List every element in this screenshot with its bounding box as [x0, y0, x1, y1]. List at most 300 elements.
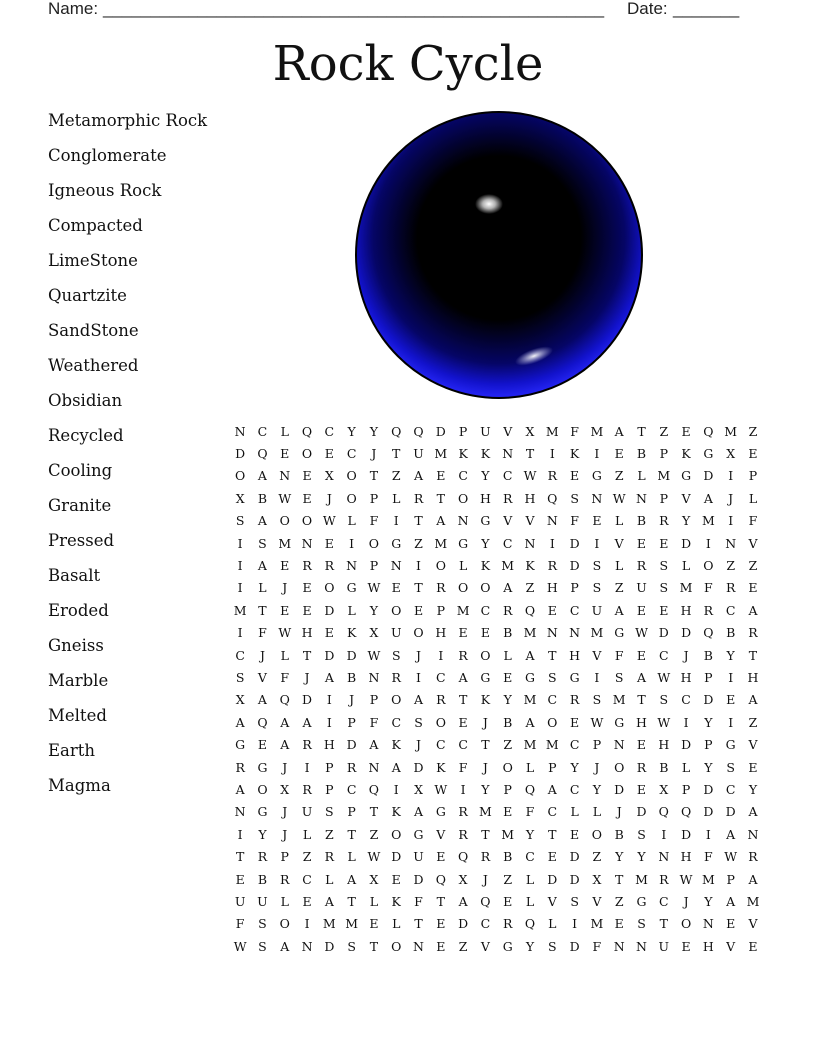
- grid-letter[interactable]: M: [479, 804, 492, 820]
- grid-letter[interactable]: K: [480, 558, 491, 574]
- grid-letter[interactable]: P: [570, 580, 579, 596]
- grid-letter[interactable]: F: [280, 669, 290, 685]
- grid-letter[interactable]: J: [259, 647, 265, 663]
- grid-letter[interactable]: V: [592, 647, 602, 663]
- grid-letter[interactable]: T: [347, 893, 356, 909]
- grid-letter[interactable]: L: [280, 423, 289, 439]
- grid-letter[interactable]: U: [301, 804, 313, 820]
- grid-letter[interactable]: Y: [704, 759, 713, 775]
- grid-letter[interactable]: O: [547, 714, 558, 730]
- grid-letter[interactable]: H: [546, 580, 558, 596]
- grid-letter[interactable]: Z: [659, 423, 669, 439]
- grid-letter[interactable]: M: [679, 580, 693, 596]
- grid-letter[interactable]: O: [279, 513, 290, 529]
- grid-letter[interactable]: C: [257, 423, 268, 439]
- grid-letter[interactable]: E: [280, 602, 290, 618]
- grid-letter[interactable]: Y: [748, 781, 758, 797]
- grid-letter[interactable]: M: [545, 423, 559, 439]
- grid-letter[interactable]: E: [302, 490, 312, 506]
- grid-letter[interactable]: K: [391, 893, 401, 909]
- grid-letter[interactable]: C: [302, 871, 312, 887]
- grid-letter[interactable]: P: [436, 602, 446, 618]
- grid-letter[interactable]: O: [413, 625, 424, 641]
- grid-letter[interactable]: R: [280, 871, 290, 887]
- grid-letter[interactable]: A: [748, 602, 758, 618]
- grid-letter[interactable]: L: [503, 647, 512, 663]
- grid-letter[interactable]: S: [614, 669, 624, 685]
- grid-letter[interactable]: F: [704, 849, 713, 865]
- grid-letter[interactable]: Y: [592, 781, 602, 797]
- grid-letter[interactable]: V: [547, 893, 557, 909]
- grid-letter[interactable]: Q: [524, 602, 536, 618]
- grid-letter[interactable]: O: [391, 602, 402, 618]
- grid-letter[interactable]: Q: [658, 804, 669, 820]
- grid-letter[interactable]: W: [367, 647, 381, 663]
- grid-letter[interactable]: D: [346, 737, 357, 753]
- grid-letter[interactable]: D: [413, 759, 424, 775]
- grid-letter[interactable]: N: [301, 535, 313, 551]
- grid-letter[interactable]: I: [393, 781, 399, 797]
- grid-letter[interactable]: B: [347, 669, 357, 685]
- grid-letter[interactable]: I: [594, 669, 600, 685]
- grid-letter[interactable]: R: [659, 513, 669, 529]
- grid-letter[interactable]: V: [592, 893, 602, 909]
- grid-letter[interactable]: W: [434, 781, 448, 797]
- grid-letter[interactable]: I: [237, 826, 243, 842]
- grid-letter[interactable]: M: [523, 625, 537, 641]
- grid-letter[interactable]: Q: [547, 490, 558, 506]
- grid-letter[interactable]: H: [747, 669, 759, 685]
- grid-letter[interactable]: Z: [726, 558, 736, 574]
- grid-letter[interactable]: O: [324, 580, 335, 596]
- grid-letter[interactable]: G: [591, 468, 602, 484]
- grid-letter[interactable]: O: [301, 513, 313, 529]
- grid-letter[interactable]: L: [280, 893, 289, 909]
- grid-letter[interactable]: I: [728, 513, 734, 529]
- grid-letter[interactable]: C: [681, 692, 691, 708]
- grid-letter[interactable]: M: [278, 535, 292, 551]
- grid-letter[interactable]: J: [282, 826, 288, 842]
- grid-letter[interactable]: I: [661, 826, 667, 842]
- grid-letter[interactable]: H: [479, 490, 491, 506]
- grid-letter[interactable]: M: [635, 871, 648, 887]
- grid-letter[interactable]: I: [728, 669, 734, 685]
- grid-letter[interactable]: F: [704, 580, 713, 596]
- grid-letter[interactable]: E: [257, 737, 267, 753]
- grid-letter[interactable]: C: [659, 893, 669, 909]
- grid-letter[interactable]: G: [235, 737, 246, 753]
- grid-letter[interactable]: R: [569, 692, 580, 708]
- grid-letter[interactable]: P: [548, 759, 557, 775]
- grid-letter[interactable]: S: [391, 647, 401, 663]
- grid-letter[interactable]: F: [458, 759, 468, 775]
- grid-letter[interactable]: S: [726, 759, 735, 775]
- grid-letter[interactable]: O: [301, 446, 313, 462]
- grid-letter[interactable]: C: [725, 602, 736, 618]
- grid-letter[interactable]: E: [681, 423, 691, 439]
- grid-letter[interactable]: N: [613, 737, 625, 753]
- grid-letter[interactable]: Y: [525, 938, 535, 954]
- grid-letter[interactable]: J: [371, 446, 377, 462]
- grid-letter[interactable]: I: [416, 669, 421, 685]
- grid-letter[interactable]: J: [482, 759, 488, 775]
- grid-letter[interactable]: C: [502, 535, 513, 551]
- grid-letter[interactable]: A: [636, 669, 646, 685]
- grid-letter[interactable]: U: [413, 446, 424, 462]
- grid-letter[interactable]: L: [525, 871, 535, 887]
- grid-letter[interactable]: T: [436, 490, 445, 506]
- grid-letter[interactable]: N: [234, 804, 246, 820]
- grid-letter[interactable]: A: [414, 468, 424, 484]
- grid-letter[interactable]: O: [368, 535, 380, 551]
- grid-letter[interactable]: A: [726, 826, 736, 842]
- grid-letter[interactable]: T: [481, 737, 490, 753]
- grid-letter[interactable]: Y: [615, 849, 624, 865]
- grid-letter[interactable]: I: [705, 826, 711, 842]
- grid-letter[interactable]: E: [614, 916, 624, 932]
- grid-letter[interactable]: I: [549, 446, 555, 462]
- grid-letter[interactable]: B: [614, 826, 624, 842]
- grid-letter[interactable]: T: [637, 692, 646, 708]
- grid-letter[interactable]: T: [414, 580, 423, 596]
- grid-letter[interactable]: N: [279, 468, 291, 484]
- grid-letter[interactable]: N: [725, 535, 737, 551]
- grid-letter[interactable]: W: [233, 938, 247, 954]
- grid-letter[interactable]: J: [416, 737, 422, 753]
- grid-letter[interactable]: N: [591, 490, 603, 506]
- grid-letter[interactable]: N: [301, 938, 313, 954]
- grid-letter[interactable]: I: [237, 535, 243, 551]
- grid-letter[interactable]: G: [346, 580, 357, 596]
- grid-letter[interactable]: L: [615, 558, 624, 574]
- grid-letter[interactable]: E: [636, 647, 647, 663]
- grid-letter[interactable]: T: [548, 647, 557, 663]
- grid-letter[interactable]: I: [326, 692, 332, 708]
- grid-letter[interactable]: S: [548, 938, 557, 954]
- grid-letter[interactable]: T: [369, 938, 379, 954]
- grid-letter[interactable]: A: [280, 714, 290, 730]
- grid-letter[interactable]: F: [592, 938, 602, 954]
- grid-letter[interactable]: C: [458, 468, 468, 484]
- grid-letter[interactable]: Q: [524, 781, 536, 797]
- grid-letter[interactable]: D: [681, 826, 692, 842]
- grid-letter[interactable]: F: [570, 513, 579, 529]
- grid-letter[interactable]: P: [347, 714, 356, 730]
- grid-letter[interactable]: C: [346, 781, 357, 797]
- grid-letter[interactable]: W: [322, 513, 336, 529]
- grid-letter[interactable]: T: [369, 804, 379, 820]
- grid-letter[interactable]: T: [235, 849, 245, 865]
- grid-letter[interactable]: X: [280, 781, 290, 797]
- grid-letter[interactable]: I: [349, 535, 355, 551]
- grid-letter[interactable]: G: [703, 446, 714, 462]
- grid-letter[interactable]: S: [659, 558, 669, 574]
- grid-letter[interactable]: O: [391, 692, 402, 708]
- grid-letter[interactable]: N: [234, 423, 246, 439]
- grid-letter[interactable]: D: [235, 446, 246, 462]
- grid-letter[interactable]: J: [282, 759, 288, 775]
- grid-letter[interactable]: T: [258, 602, 267, 618]
- grid-letter[interactable]: G: [569, 669, 580, 685]
- grid-letter[interactable]: G: [502, 938, 513, 954]
- grid-letter[interactable]: W: [635, 625, 648, 641]
- grid-letter[interactable]: O: [435, 558, 446, 574]
- grid-letter[interactable]: A: [280, 938, 290, 954]
- grid-letter[interactable]: J: [616, 804, 622, 820]
- grid-letter[interactable]: N: [346, 558, 358, 574]
- grid-letter[interactable]: Q: [413, 423, 424, 439]
- grid-letter[interactable]: P: [458, 423, 468, 439]
- grid-letter[interactable]: L: [748, 490, 758, 506]
- grid-letter[interactable]: A: [302, 714, 312, 730]
- grid-letter[interactable]: P: [369, 558, 379, 574]
- grid-letter[interactable]: T: [525, 446, 535, 462]
- grid-letter[interactable]: A: [414, 692, 424, 708]
- grid-letter[interactable]: J: [349, 692, 355, 708]
- grid-letter[interactable]: R: [503, 490, 513, 506]
- grid-letter[interactable]: H: [524, 490, 536, 506]
- grid-letter[interactable]: C: [235, 647, 245, 663]
- grid-letter[interactable]: R: [458, 804, 468, 820]
- grid-letter[interactable]: A: [726, 893, 736, 909]
- grid-letter[interactable]: A: [525, 714, 535, 730]
- grid-letter[interactable]: M: [434, 535, 448, 551]
- grid-letter[interactable]: E: [436, 849, 446, 865]
- grid-letter[interactable]: M: [590, 423, 604, 439]
- grid-letter[interactable]: K: [681, 446, 691, 462]
- grid-letter[interactable]: A: [748, 692, 758, 708]
- grid-letter[interactable]: X: [369, 625, 379, 641]
- grid-letter[interactable]: D: [413, 871, 424, 887]
- grid-letter[interactable]: A: [614, 602, 624, 618]
- grid-letter[interactable]: Y: [681, 513, 691, 529]
- grid-letter[interactable]: Z: [748, 423, 758, 439]
- grid-letter[interactable]: X: [235, 692, 245, 708]
- grid-letter[interactable]: E: [302, 468, 312, 484]
- grid-letter[interactable]: E: [748, 580, 758, 596]
- grid-letter[interactable]: Z: [614, 580, 624, 596]
- grid-letter[interactable]: R: [458, 647, 468, 663]
- grid-letter[interactable]: L: [637, 468, 646, 484]
- grid-letter[interactable]: X: [414, 781, 423, 797]
- grid-letter[interactable]: E: [570, 826, 580, 842]
- grid-letter[interactable]: S: [592, 692, 602, 708]
- grid-letter[interactable]: F: [235, 916, 245, 932]
- grid-letter[interactable]: D: [703, 804, 714, 820]
- grid-letter[interactable]: A: [235, 781, 245, 797]
- grid-letter[interactable]: M: [612, 692, 626, 708]
- grid-letter[interactable]: Z: [414, 535, 423, 551]
- grid-letter[interactable]: E: [391, 580, 401, 596]
- grid-letter[interactable]: I: [728, 714, 734, 730]
- grid-letter[interactable]: K: [525, 558, 535, 574]
- grid-letter[interactable]: R: [257, 849, 268, 865]
- grid-letter[interactable]: O: [480, 647, 491, 663]
- grid-letter[interactable]: Y: [481, 468, 490, 484]
- grid-letter[interactable]: G: [614, 625, 625, 641]
- grid-letter[interactable]: I: [304, 916, 310, 932]
- grid-letter[interactable]: I: [237, 580, 243, 596]
- date-line[interactable]: _______: [673, 0, 740, 18]
- grid-letter[interactable]: Z: [302, 849, 312, 865]
- grid-letter[interactable]: L: [570, 804, 579, 820]
- grid-letter[interactable]: P: [369, 490, 379, 506]
- grid-letter[interactable]: G: [480, 669, 491, 685]
- grid-letter[interactable]: I: [416, 558, 421, 574]
- grid-letter[interactable]: I: [237, 558, 243, 574]
- grid-letter[interactable]: R: [302, 781, 312, 797]
- grid-letter[interactable]: R: [346, 759, 357, 775]
- grid-letter[interactable]: E: [302, 602, 312, 618]
- grid-letter[interactable]: Z: [614, 468, 624, 484]
- grid-letter[interactable]: E: [436, 916, 446, 932]
- grid-letter[interactable]: O: [435, 714, 446, 730]
- grid-letter[interactable]: K: [391, 804, 401, 820]
- grid-letter[interactable]: R: [636, 759, 647, 775]
- grid-letter[interactable]: X: [369, 871, 379, 887]
- grid-letter[interactable]: S: [325, 804, 334, 820]
- grid-letter[interactable]: T: [392, 446, 401, 462]
- grid-letter[interactable]: P: [325, 781, 334, 797]
- grid-letter[interactable]: B: [659, 759, 669, 775]
- name-line[interactable]: _____________________________________________________: [103, 0, 605, 18]
- grid-letter[interactable]: J: [304, 669, 310, 685]
- grid-letter[interactable]: R: [413, 490, 424, 506]
- grid-letter[interactable]: E: [592, 513, 602, 529]
- grid-letter[interactable]: M: [701, 871, 715, 887]
- grid-letter[interactable]: A: [257, 558, 267, 574]
- grid-letter[interactable]: J: [594, 759, 600, 775]
- grid-letter[interactable]: C: [324, 423, 335, 439]
- grid-letter[interactable]: R: [725, 580, 736, 596]
- grid-letter[interactable]: P: [681, 781, 691, 797]
- grid-letter[interactable]: I: [460, 781, 466, 797]
- grid-letter[interactable]: D: [725, 804, 736, 820]
- grid-letter[interactable]: Z: [324, 826, 334, 842]
- grid-letter[interactable]: B: [503, 714, 513, 730]
- grid-letter[interactable]: V: [748, 737, 758, 753]
- grid-letter[interactable]: V: [748, 535, 758, 551]
- grid-letter[interactable]: E: [726, 916, 736, 932]
- grid-letter[interactable]: A: [503, 580, 513, 596]
- grid-letter[interactable]: S: [637, 826, 646, 842]
- grid-letter[interactable]: Q: [279, 692, 290, 708]
- grid-letter[interactable]: R: [547, 558, 558, 574]
- grid-letter[interactable]: G: [435, 804, 446, 820]
- grid-letter[interactable]: Z: [391, 468, 401, 484]
- grid-letter[interactable]: S: [548, 669, 557, 685]
- grid-letter[interactable]: P: [748, 468, 758, 484]
- grid-letter[interactable]: Y: [369, 423, 379, 439]
- grid-letter[interactable]: K: [569, 446, 580, 462]
- grid-letter[interactable]: I: [594, 446, 600, 462]
- grid-letter[interactable]: N: [569, 625, 581, 641]
- grid-letter[interactable]: M: [724, 423, 738, 439]
- grid-letter[interactable]: P: [592, 737, 602, 753]
- grid-letter[interactable]: I: [549, 535, 555, 551]
- grid-letter[interactable]: M: [523, 737, 537, 753]
- grid-letter[interactable]: D: [547, 871, 558, 887]
- grid-letter[interactable]: C: [502, 468, 513, 484]
- grid-letter[interactable]: M: [590, 625, 604, 641]
- grid-letter[interactable]: R: [659, 871, 669, 887]
- grid-letter[interactable]: T: [369, 468, 379, 484]
- grid-letter[interactable]: E: [458, 625, 468, 641]
- grid-letter[interactable]: F: [570, 423, 579, 439]
- grid-letter[interactable]: G: [257, 804, 268, 820]
- grid-letter[interactable]: U: [591, 602, 603, 618]
- grid-letter[interactable]: E: [659, 535, 669, 551]
- grid-letter[interactable]: B: [636, 446, 647, 462]
- grid-letter[interactable]: I: [594, 535, 600, 551]
- grid-letter[interactable]: G: [413, 826, 424, 842]
- grid-letter[interactable]: O: [703, 558, 714, 574]
- grid-letter[interactable]: K: [458, 446, 468, 462]
- grid-letter[interactable]: V: [257, 669, 267, 685]
- grid-letter[interactable]: S: [235, 513, 245, 529]
- grid-letter[interactable]: O: [680, 916, 692, 932]
- grid-letter[interactable]: S: [258, 938, 267, 954]
- grid-letter[interactable]: Y: [347, 423, 356, 439]
- grid-letter[interactable]: M: [746, 893, 760, 909]
- grid-letter[interactable]: X: [659, 781, 669, 797]
- grid-letter[interactable]: W: [657, 714, 671, 730]
- grid-letter[interactable]: Z: [748, 558, 758, 574]
- grid-letter[interactable]: Y: [726, 647, 735, 663]
- grid-letter[interactable]: R: [324, 558, 335, 574]
- grid-letter[interactable]: A: [525, 647, 535, 663]
- grid-letter[interactable]: E: [436, 468, 446, 484]
- grid-letter[interactable]: S: [235, 669, 245, 685]
- grid-letter[interactable]: V: [436, 826, 446, 842]
- grid-letter[interactable]: I: [326, 714, 332, 730]
- grid-letter[interactable]: W: [679, 871, 693, 887]
- grid-letter[interactable]: F: [369, 714, 379, 730]
- grid-letter[interactable]: S: [659, 580, 669, 596]
- grid-letter[interactable]: Q: [524, 916, 536, 932]
- grid-letter[interactable]: O: [480, 580, 491, 596]
- grid-letter[interactable]: N: [368, 669, 380, 685]
- grid-letter[interactable]: Q: [391, 423, 402, 439]
- grid-letter[interactable]: F: [614, 647, 624, 663]
- grid-letter[interactable]: E: [503, 669, 513, 685]
- grid-letter[interactable]: G: [636, 893, 647, 909]
- grid-letter[interactable]: J: [416, 647, 422, 663]
- grid-letter[interactable]: D: [703, 468, 714, 484]
- grid-letter[interactable]: T: [436, 893, 445, 909]
- grid-letter[interactable]: E: [503, 804, 513, 820]
- grid-letter[interactable]: Z: [503, 737, 513, 753]
- grid-letter[interactable]: V: [503, 513, 513, 529]
- grid-letter[interactable]: S: [347, 938, 356, 954]
- grid-letter[interactable]: Y: [258, 826, 267, 842]
- grid-letter[interactable]: O: [235, 468, 246, 484]
- grid-letter[interactable]: M: [590, 916, 604, 932]
- grid-letter[interactable]: L: [592, 804, 602, 820]
- grid-letter[interactable]: P: [347, 804, 356, 820]
- grid-letter[interactable]: E: [480, 625, 490, 641]
- grid-letter[interactable]: S: [414, 714, 423, 730]
- grid-letter[interactable]: H: [680, 849, 692, 865]
- grid-letter[interactable]: A: [257, 468, 267, 484]
- grid-letter[interactable]: X: [235, 490, 245, 506]
- grid-letter[interactable]: E: [391, 871, 401, 887]
- grid-letter[interactable]: A: [257, 692, 267, 708]
- grid-letter[interactable]: J: [282, 804, 288, 820]
- grid-letter[interactable]: S: [592, 558, 602, 574]
- grid-letter[interactable]: L: [548, 916, 557, 932]
- grid-letter[interactable]: D: [569, 849, 580, 865]
